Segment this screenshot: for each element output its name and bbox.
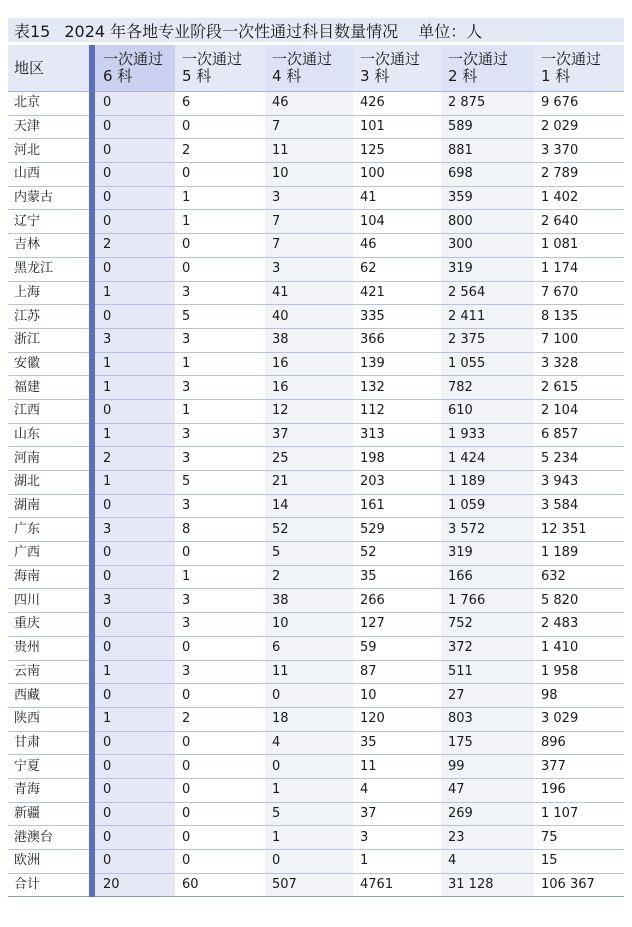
value-cell: 1 [175, 399, 265, 423]
value-cell: 0 [175, 755, 265, 779]
value-cell: 1 [92, 707, 175, 731]
header-col-6 [92, 45, 175, 92]
value-cell: 40 [265, 305, 353, 329]
region-cell: 甘肃 [8, 731, 92, 755]
value-cell: 632 [534, 565, 624, 589]
value-cell: 12 [265, 399, 353, 423]
value-cell: 6 [265, 636, 353, 660]
value-cell: 161 [353, 494, 441, 518]
region-cell: 内蒙古 [8, 186, 92, 210]
value-cell: 610 [441, 399, 534, 423]
region-cell: 合计 [8, 873, 92, 897]
data-table [8, 45, 624, 897]
value-cell: 38 [265, 328, 353, 352]
header-line1: 一次通过 [272, 50, 333, 68]
value-cell: 5 [265, 802, 353, 826]
value-cell: 1 [175, 352, 265, 376]
value-cell: 11 [265, 139, 353, 163]
value-cell: 9 676 [534, 92, 624, 116]
value-cell: 0 [175, 257, 265, 281]
value-cell: 7 670 [534, 281, 624, 305]
value-cell: 166 [441, 565, 534, 589]
value-cell: 698 [441, 163, 534, 187]
value-cell: 7 100 [534, 328, 624, 352]
value-cell: 7 [265, 115, 353, 139]
value-cell: 3 [353, 826, 441, 850]
value-cell: 2 640 [534, 210, 624, 234]
value-cell: 3 [175, 494, 265, 518]
table-row [8, 565, 624, 589]
value-cell: 0 [92, 802, 175, 826]
value-cell: 1 402 [534, 186, 624, 210]
value-cell: 1 107 [534, 802, 624, 826]
region-cell: 浙江 [8, 328, 92, 352]
value-cell: 1 410 [534, 636, 624, 660]
value-cell: 132 [353, 376, 441, 400]
region-cell: 新疆 [8, 802, 92, 826]
header-line1: 一次通过 [541, 50, 602, 68]
value-cell: 18 [265, 707, 353, 731]
value-cell: 0 [92, 684, 175, 708]
value-cell: 2 789 [534, 163, 624, 187]
table-row [8, 210, 624, 234]
value-cell: 377 [534, 755, 624, 779]
value-cell: 2 [175, 707, 265, 731]
value-cell: 0 [265, 684, 353, 708]
table-row [8, 163, 624, 187]
table-row [8, 399, 624, 423]
value-cell: 3 [175, 281, 265, 305]
value-cell: 0 [92, 613, 175, 637]
value-cell: 21 [265, 471, 353, 495]
region-cell: 贵州 [8, 636, 92, 660]
value-cell: 6 857 [534, 423, 624, 447]
region-cell: 云南 [8, 660, 92, 684]
value-cell: 112 [353, 399, 441, 423]
table-row [8, 281, 624, 305]
region-cell: 宁夏 [8, 755, 92, 779]
header-region: 地区 [8, 45, 92, 92]
value-cell: 100 [353, 163, 441, 187]
value-cell: 41 [353, 186, 441, 210]
value-cell: 0 [175, 731, 265, 755]
value-cell: 1 174 [534, 257, 624, 281]
value-cell: 5 [175, 305, 265, 329]
table-row [8, 494, 624, 518]
value-cell: 11 [265, 660, 353, 684]
value-cell: 3 [265, 257, 353, 281]
value-cell: 0 [92, 186, 175, 210]
table-row [8, 802, 624, 826]
region-cell: 湖北 [8, 471, 92, 495]
value-cell: 0 [92, 399, 175, 423]
value-cell: 127 [353, 613, 441, 637]
table-title: 2024 年各地专业阶段一次性通过科目数量情况 [64, 21, 399, 41]
value-cell: 4 [353, 778, 441, 802]
value-cell: 1 [175, 565, 265, 589]
value-cell: 589 [441, 115, 534, 139]
header-col-1 [534, 45, 624, 92]
table-row [8, 826, 624, 850]
value-cell: 0 [92, 778, 175, 802]
value-cell: 1 [92, 660, 175, 684]
value-cell: 313 [353, 423, 441, 447]
value-cell: 8 135 [534, 305, 624, 329]
region-cell: 湖南 [8, 494, 92, 518]
region-cell: 海南 [8, 565, 92, 589]
region-cell: 黑龙江 [8, 257, 92, 281]
value-cell: 196 [534, 778, 624, 802]
value-cell: 0 [92, 731, 175, 755]
value-cell: 3 572 [441, 518, 534, 542]
region-cell: 吉林 [8, 234, 92, 258]
header-line1: 一次通过 [360, 50, 421, 68]
value-cell: 3 [175, 613, 265, 637]
table-row [8, 305, 624, 329]
value-cell: 2 104 [534, 399, 624, 423]
table-row [8, 376, 624, 400]
value-cell: 2 875 [441, 92, 534, 116]
region-cell: 安徽 [8, 352, 92, 376]
table-row [8, 257, 624, 281]
value-cell: 0 [92, 305, 175, 329]
table-number: 表15 [14, 21, 51, 41]
value-cell: 3 [92, 589, 175, 613]
value-cell: 896 [534, 731, 624, 755]
value-cell: 3 [92, 328, 175, 352]
value-cell: 41 [265, 281, 353, 305]
value-cell: 1 [92, 423, 175, 447]
value-cell: 0 [92, 755, 175, 779]
value-cell: 2 [265, 565, 353, 589]
header-line1: 一次通过 [182, 50, 243, 68]
value-cell: 52 [353, 542, 441, 566]
value-cell: 1 [92, 281, 175, 305]
value-cell: 1 [265, 826, 353, 850]
value-cell: 2 411 [441, 305, 534, 329]
value-cell: 0 [92, 850, 175, 874]
value-cell: 5 234 [534, 447, 624, 471]
value-cell: 1 766 [441, 589, 534, 613]
region-cell: 港澳台 [8, 826, 92, 850]
region-cell: 西藏 [8, 684, 92, 708]
value-cell: 319 [441, 257, 534, 281]
value-cell: 1 424 [441, 447, 534, 471]
value-cell: 2 [92, 234, 175, 258]
value-cell: 99 [441, 755, 534, 779]
value-cell: 11 [353, 755, 441, 779]
value-cell: 59 [353, 636, 441, 660]
value-cell: 3 584 [534, 494, 624, 518]
value-cell: 269 [441, 802, 534, 826]
value-cell: 35 [353, 565, 441, 589]
value-cell: 5 820 [534, 589, 624, 613]
value-cell: 139 [353, 352, 441, 376]
value-cell: 4 [265, 731, 353, 755]
value-cell: 0 [92, 826, 175, 850]
value-cell: 0 [92, 115, 175, 139]
value-cell: 426 [353, 92, 441, 116]
region-cell: 辽宁 [8, 210, 92, 234]
region-cell: 重庆 [8, 613, 92, 637]
value-cell: 3 [175, 447, 265, 471]
table-row [8, 234, 624, 258]
value-cell: 75 [534, 826, 624, 850]
value-cell: 3 029 [534, 707, 624, 731]
value-cell: 62 [353, 257, 441, 281]
value-cell: 101 [353, 115, 441, 139]
value-cell: 1 [92, 352, 175, 376]
value-cell: 1 081 [534, 234, 624, 258]
value-cell: 2 375 [441, 328, 534, 352]
value-cell: 266 [353, 589, 441, 613]
table-row [8, 518, 624, 542]
region-cell: 广东 [8, 518, 92, 542]
region-cell: 天津 [8, 115, 92, 139]
table-body [8, 92, 624, 897]
value-cell: 7 [265, 234, 353, 258]
value-cell: 507 [265, 873, 353, 897]
value-cell: 1 [175, 186, 265, 210]
header-line2: 2 科 [448, 67, 478, 85]
value-cell: 803 [441, 707, 534, 731]
value-cell: 8 [175, 518, 265, 542]
region-cell: 四川 [8, 589, 92, 613]
region-cell: 河南 [8, 447, 92, 471]
value-cell: 20 [92, 873, 175, 897]
value-cell: 15 [534, 850, 624, 874]
header-line2: 3 科 [360, 67, 390, 85]
value-cell: 319 [441, 542, 534, 566]
value-cell: 0 [175, 778, 265, 802]
value-cell: 0 [265, 850, 353, 874]
value-cell: 46 [265, 92, 353, 116]
value-cell: 0 [175, 826, 265, 850]
value-cell: 0 [175, 636, 265, 660]
value-cell: 14 [265, 494, 353, 518]
value-cell: 0 [92, 565, 175, 589]
table-row [8, 589, 624, 613]
value-cell: 60 [175, 873, 265, 897]
table-row [8, 92, 624, 116]
value-cell: 1 055 [441, 352, 534, 376]
value-cell: 2 483 [534, 613, 624, 637]
value-cell: 0 [92, 636, 175, 660]
value-cell: 38 [265, 589, 353, 613]
value-cell: 1 [92, 376, 175, 400]
region-cell: 欧洲 [8, 850, 92, 874]
value-cell: 31 128 [441, 873, 534, 897]
table-header [8, 45, 624, 92]
value-cell: 1 [92, 471, 175, 495]
region-cell: 福建 [8, 376, 92, 400]
value-cell: 10 [265, 163, 353, 187]
region-cell: 上海 [8, 281, 92, 305]
region-cell: 陕西 [8, 707, 92, 731]
table-row [8, 850, 624, 874]
value-cell: 0 [175, 115, 265, 139]
value-cell: 0 [265, 755, 353, 779]
value-cell: 52 [265, 518, 353, 542]
table-row [8, 778, 624, 802]
value-cell: 1 [265, 778, 353, 802]
table-row [8, 139, 624, 163]
value-cell: 87 [353, 660, 441, 684]
value-cell: 3 [175, 376, 265, 400]
value-cell: 3 [175, 423, 265, 447]
value-cell: 3 [175, 328, 265, 352]
table-row [8, 660, 624, 684]
region-cell: 山东 [8, 423, 92, 447]
value-cell: 0 [175, 542, 265, 566]
value-cell: 6 [175, 92, 265, 116]
value-cell: 366 [353, 328, 441, 352]
value-cell: 4 [441, 850, 534, 874]
header-line1: 一次通过 [448, 50, 509, 68]
value-cell: 3 [175, 660, 265, 684]
value-cell: 529 [353, 518, 441, 542]
header-line2: 4 科 [272, 67, 302, 85]
value-cell: 3 [175, 589, 265, 613]
value-cell: 511 [441, 660, 534, 684]
value-cell: 175 [441, 731, 534, 755]
table-row [8, 731, 624, 755]
value-cell: 10 [353, 684, 441, 708]
value-cell: 5 [265, 542, 353, 566]
table-row [8, 542, 624, 566]
value-cell: 359 [441, 186, 534, 210]
header-line2: 1 科 [541, 67, 571, 85]
value-cell: 0 [92, 92, 175, 116]
value-cell: 4761 [353, 873, 441, 897]
value-cell: 12 351 [534, 518, 624, 542]
value-cell: 0 [92, 257, 175, 281]
header-line2: 6 科 [103, 67, 133, 85]
value-cell: 27 [441, 684, 534, 708]
header-line2: 5 科 [182, 67, 212, 85]
table-row [8, 352, 624, 376]
value-cell: 800 [441, 210, 534, 234]
value-cell: 16 [265, 376, 353, 400]
region-cell: 北京 [8, 92, 92, 116]
value-cell: 421 [353, 281, 441, 305]
table-row [8, 186, 624, 210]
value-cell: 0 [175, 234, 265, 258]
region-cell: 河北 [8, 139, 92, 163]
value-cell: 106 367 [534, 873, 624, 897]
value-cell: 752 [441, 613, 534, 637]
value-cell: 1 933 [441, 423, 534, 447]
value-cell: 98 [534, 684, 624, 708]
value-cell: 1 189 [441, 471, 534, 495]
value-cell: 46 [353, 234, 441, 258]
value-cell: 2 615 [534, 376, 624, 400]
value-cell: 0 [92, 210, 175, 234]
value-cell: 0 [92, 494, 175, 518]
region-cell: 青海 [8, 778, 92, 802]
value-cell: 7 [265, 210, 353, 234]
value-cell: 198 [353, 447, 441, 471]
value-cell: 372 [441, 636, 534, 660]
value-cell: 782 [441, 376, 534, 400]
value-cell: 23 [441, 826, 534, 850]
value-cell: 3 [265, 186, 353, 210]
table-row [8, 423, 624, 447]
table-row [8, 328, 624, 352]
value-cell: 37 [353, 802, 441, 826]
table-row [8, 447, 624, 471]
value-cell: 3 943 [534, 471, 624, 495]
value-cell: 0 [92, 163, 175, 187]
value-cell: 3 328 [534, 352, 624, 376]
table-row [8, 755, 624, 779]
value-cell: 3 [92, 518, 175, 542]
value-cell: 1 958 [534, 660, 624, 684]
region-cell: 广西 [8, 542, 92, 566]
value-cell: 3 370 [534, 139, 624, 163]
table-row [8, 613, 624, 637]
value-cell: 25 [265, 447, 353, 471]
value-cell: 0 [175, 802, 265, 826]
value-cell: 0 [92, 139, 175, 163]
table-row [8, 684, 624, 708]
header-col-5 [175, 45, 265, 92]
value-cell: 10 [265, 613, 353, 637]
header-col-2 [441, 45, 534, 92]
table-row [8, 636, 624, 660]
value-cell: 881 [441, 139, 534, 163]
value-cell: 120 [353, 707, 441, 731]
header-col-3 [353, 45, 441, 92]
value-cell: 2 029 [534, 115, 624, 139]
value-cell: 203 [353, 471, 441, 495]
value-cell: 1 059 [441, 494, 534, 518]
value-cell: 0 [175, 163, 265, 187]
value-cell: 1 [353, 850, 441, 874]
region-cell: 山西 [8, 163, 92, 187]
value-cell: 1 [175, 210, 265, 234]
header-line1: 一次通过 [103, 50, 164, 68]
header-col-4 [265, 45, 353, 92]
value-cell: 125 [353, 139, 441, 163]
value-cell: 1 189 [534, 542, 624, 566]
table-caption [8, 18, 624, 42]
table-row [8, 873, 624, 897]
value-cell: 47 [441, 778, 534, 802]
table-row [8, 707, 624, 731]
value-cell: 2 564 [441, 281, 534, 305]
value-cell: 16 [265, 352, 353, 376]
value-cell: 5 [175, 471, 265, 495]
value-cell: 37 [265, 423, 353, 447]
table-row [8, 471, 624, 495]
value-cell: 35 [353, 731, 441, 755]
value-cell: 104 [353, 210, 441, 234]
table-row [8, 115, 624, 139]
value-cell: 300 [441, 234, 534, 258]
value-cell: 0 [175, 684, 265, 708]
table-unit: 单位：人 [418, 21, 483, 41]
value-cell: 0 [175, 850, 265, 874]
region-cell: 江西 [8, 399, 92, 423]
value-cell: 335 [353, 305, 441, 329]
region-cell: 江苏 [8, 305, 92, 329]
value-cell: 2 [175, 139, 265, 163]
value-cell: 2 [92, 447, 175, 471]
value-cell: 0 [92, 542, 175, 566]
